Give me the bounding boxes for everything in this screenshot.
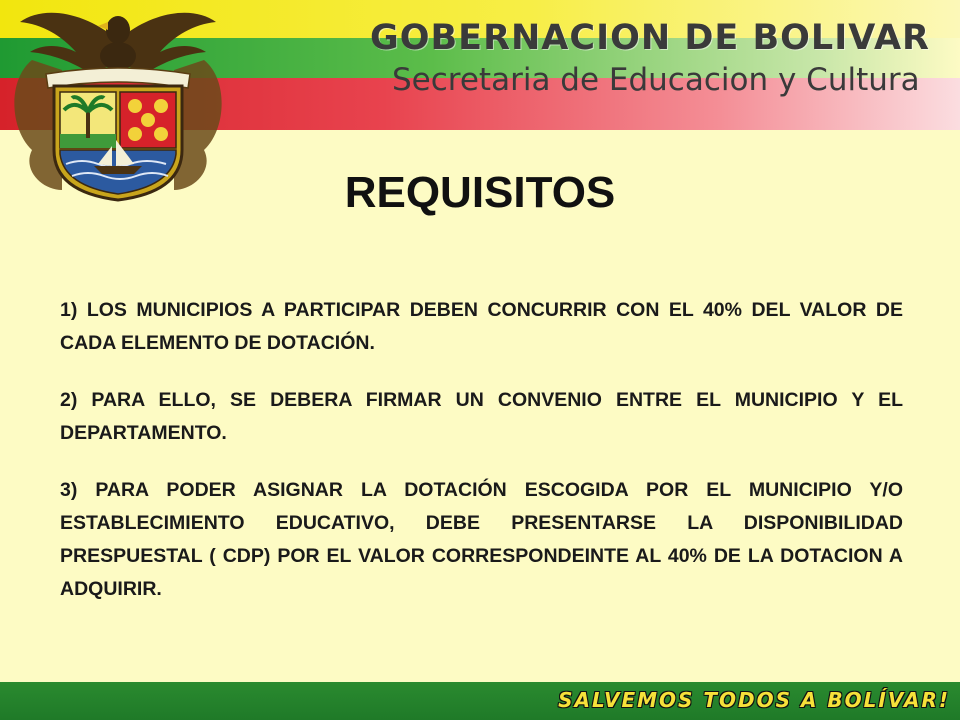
footer-bar	[0, 682, 960, 720]
requirement-item-2: 2) PARA ELLO, SE DEBERA FIRMAR UN CONVENIO ENTRE EL MUNICIPIO Y EL DEPARTAMENTO.	[60, 389, 903, 444]
requirement-item-1: 1) LOS MUNICIPIOS A PARTICIPAR DEBEN CONCURRIR CON EL 40% DEL VALOR DE CADA ELEMENTO DE DOTACIÓN.	[60, 299, 903, 354]
requirements-list	[60, 294, 903, 630]
footer-slogan: SALVEMOS TODOS A BOLÍVAR!	[558, 688, 950, 712]
slide-heading: REQUISITOS	[344, 168, 616, 217]
banner-title: GOBERNACION DE BOLIVAR	[370, 18, 930, 58]
banner-subtitle: Secretaria de Educacion y Cultura	[392, 62, 920, 98]
requirement-item-3: 3) PARA PODER ASIGNAR LA DOTACIÓN ESCOGIDA POR EL MUNICIPIO Y/O ESTABLECIMIENTO EDUCATIVO, DEBE PRESENTARSE LA DISPONIBILIDAD PRESPUESTAL ( CDP) POR EL VALOR CORRESPONDEINTE AL 40% DE LA DOTACION A ADQUIRIR.	[60, 479, 903, 600]
